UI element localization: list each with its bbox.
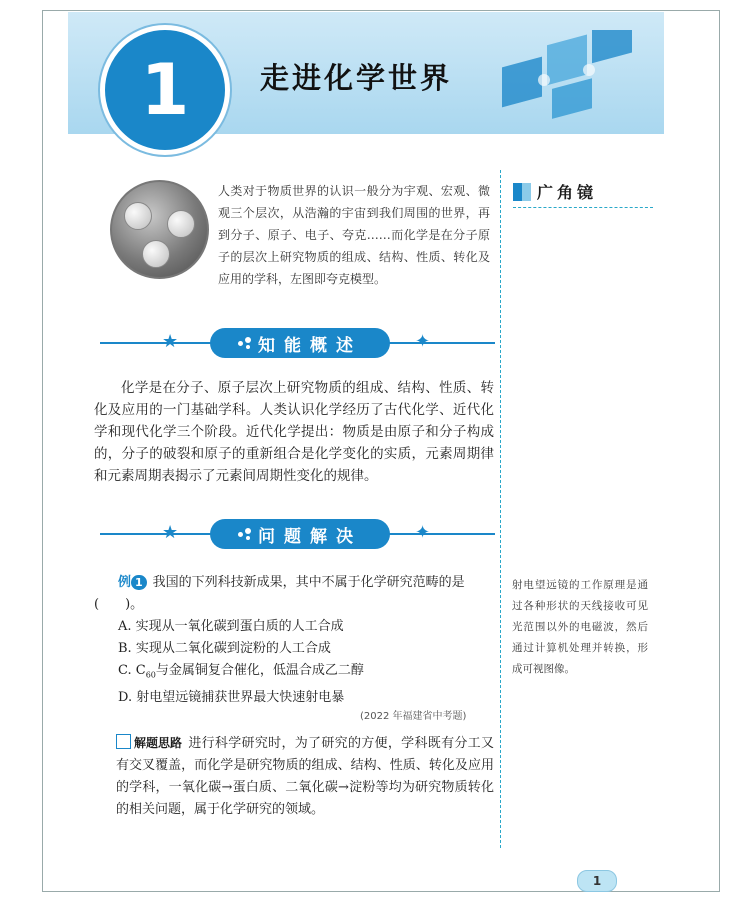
sidebar-square-icon (513, 183, 531, 201)
example-tag (118, 572, 147, 594)
section-problems-label: 问题解决 (258, 526, 362, 547)
option-d: D. 射电望远镜捕获世界最大快速射电暴 (118, 689, 345, 705)
quark-up-icon (124, 202, 152, 230)
analysis-tag (116, 732, 182, 754)
dots-icon (238, 336, 252, 350)
intro-paragraph: 人类对于物质世界的认识一般分为宇观、宏观、微观三个层次，从浩瀚的宇宙到我们周围的世界，再到分子、原子、电子、夸克……而化学是在分子原子的层次上研究物质的组成、结构、性质、转化及应用的学科，左图即夸克模型。 (218, 184, 490, 286)
analysis-text: 进行科学研究时，为了研究的方便，学科既有分工又有交叉覆盖，而化学是研究物质的组成、结构、性质、转化及应用的学科，一氧化碳→蛋白质、二氧化碳→淀粉等均为研究物质转化的相关问题，属于化学研究的领域。 (116, 736, 494, 817)
sparkle-icon: ✦ (415, 331, 431, 352)
option-b: B. 实现从二氧化碳到淀粉的人工合成 (118, 641, 331, 656)
star-icon: ★ (162, 522, 179, 543)
quark-up-icon (142, 240, 170, 268)
sidebar-divider (500, 170, 501, 848)
example-source: (2022 年福建省中考题) (360, 711, 467, 722)
quark-down-icon (167, 210, 195, 238)
section-problems-bar (100, 519, 495, 549)
example-tag-label: 例 (118, 575, 132, 590)
puzzle-decoration-icon (492, 30, 642, 134)
section-problems-title (210, 519, 390, 549)
sidebar-heading-label: 广角镜 (537, 183, 598, 202)
option-c-text: 与金属铜复合催化，低温合成乙二醇 (155, 663, 364, 678)
section-overview-title (210, 328, 390, 358)
option-c-prefix: C. C (118, 663, 146, 678)
chapter-title: 走进化学世界 (260, 61, 453, 95)
sidebar-heading-rule (513, 207, 653, 208)
sparkle-icon: ✦ (415, 522, 431, 543)
section-overview-bar (100, 328, 495, 358)
chapter-number: 1 (100, 25, 230, 155)
example-number: 1 (131, 575, 147, 590)
sidebar-heading (513, 180, 597, 203)
analysis-block (116, 732, 494, 821)
sidebar-note: 射电望远镜的工作原理是通过各种形状的天线接收可见光范围以外的电磁波，然后通过计算机处理并转换，形成可视图像。 (512, 579, 648, 675)
analysis-tag-label: 解题思路 (134, 736, 183, 750)
overview-paragraph: 化学是在分子、原子层次上研究物质的组成、结构、性质、转化及应用的一门基础学科。人类认识化学经历了古代化学、近代化学和现代化学三个阶段。近代化学提出：物质是由原子和分子构成的，分子的破裂和原子的重新组合是化学变化的实质，元素周期律和元素周期表揭示了元素间周期性变化的规律。 (94, 380, 494, 484)
example-stem (94, 572, 494, 616)
option-c-subscript: 60 (145, 670, 156, 680)
page-number: 1 (577, 870, 617, 892)
quark-model-image (110, 180, 209, 279)
star-icon: ★ (162, 331, 179, 352)
option-c (94, 660, 494, 687)
example-question (94, 572, 494, 709)
dots-icon (238, 527, 252, 541)
option-a: A. 实现从一氧化碳到蛋白质的人工合成 (118, 619, 344, 634)
key-icon (116, 734, 131, 749)
example-question-text: 我国的下列科技新成果，其中不属于化学研究范畴的是( )。 (94, 575, 465, 612)
section-overview-label: 知能概述 (258, 335, 362, 356)
